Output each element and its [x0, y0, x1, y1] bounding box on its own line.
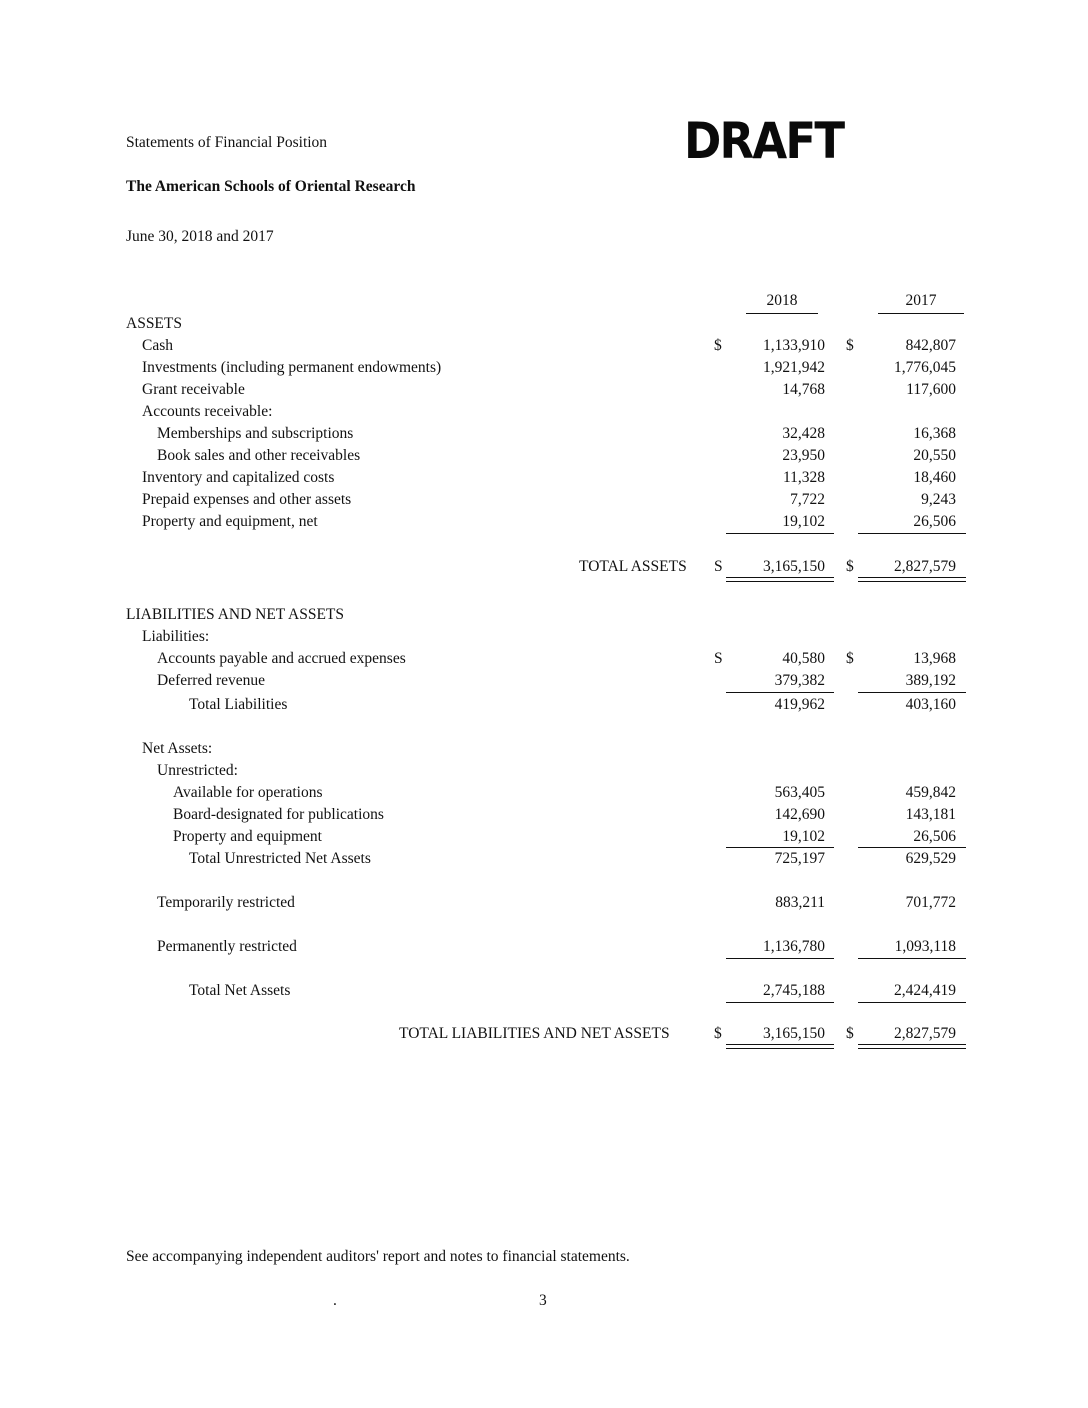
table-row [0, 491, 1088, 513]
value-2017: 20,550 [913, 447, 956, 464]
value-2018: 1,133,910 [763, 337, 825, 354]
value-2017: 2,424,419 [894, 982, 956, 999]
table-row [0, 359, 1088, 381]
subtotal-rule [726, 847, 834, 848]
table-row [0, 784, 1088, 806]
subtotal-rule [726, 692, 834, 693]
value-2018: 883,211 [775, 894, 825, 911]
value-2017: 629,529 [905, 850, 956, 867]
statement-date: June 30, 2018 and 2017 [126, 228, 274, 245]
double-underline [858, 577, 966, 582]
double-underline [726, 577, 834, 582]
row-label: Deferred revenue [157, 672, 265, 689]
row-label: Total Liabilities [189, 696, 288, 713]
table-row [0, 447, 1088, 469]
value-2017: 459,842 [905, 784, 956, 801]
value-2017: 143,181 [905, 806, 956, 823]
currency-symbol: S [714, 558, 723, 575]
row-label: ASSETS [126, 315, 182, 332]
value-2017: 2,827,579 [894, 1025, 956, 1042]
value-2018: 32,428 [782, 425, 825, 442]
row-label: Temporarily restricted [157, 894, 295, 911]
value-2018: 1,921,942 [763, 359, 825, 376]
currency-symbol: $ [714, 337, 722, 354]
value-2018: 23,950 [782, 447, 825, 464]
table-row [0, 672, 1088, 694]
subtotal-rule [858, 533, 966, 534]
row-label: LIABILITIES AND NET ASSETS [126, 606, 345, 623]
table-row [0, 894, 1088, 916]
value-2017: 403,160 [905, 696, 956, 713]
currency-symbol: $ [714, 1025, 722, 1042]
subtotal-rule [858, 692, 966, 693]
value-2017: 13,968 [913, 650, 956, 667]
draft-stamp: DRAFT [684, 112, 844, 170]
row-label: Prepaid expenses and other assets [142, 491, 352, 508]
row-label: Liabilities: [142, 628, 210, 645]
value-2018: 142,690 [774, 806, 825, 823]
footer-note: See accompanying independent auditors' report and notes to financial statements. [126, 1248, 630, 1265]
subtotal-rule [858, 1002, 966, 1003]
value-2018: 11,328 [782, 469, 825, 486]
row-label: TOTAL LIABILITIES AND NET ASSETS [399, 1025, 670, 1042]
value-2017: 16,368 [913, 425, 956, 442]
row-label: Book sales and other receivables [157, 447, 361, 464]
total-net-assets-row [0, 982, 1088, 1004]
row-label: Total Net Assets [189, 982, 291, 999]
row-label: Inventory and capitalized costs [142, 469, 335, 486]
page-number: 3 [539, 1292, 547, 1309]
row-label: Net Assets: [142, 740, 213, 757]
value-2017: 18,460 [913, 469, 956, 486]
row-label: Investments (including permanent endowments) [142, 359, 442, 376]
value-2017: 1,776,045 [894, 359, 956, 376]
column-header-2018: 2018 [746, 292, 818, 314]
value-2018: 379,382 [774, 672, 825, 689]
row-label: Accounts payable and accrued expenses [157, 650, 406, 667]
row-label: Accounts receivable: [142, 403, 273, 420]
value-2018: 563,405 [774, 784, 825, 801]
table-row [0, 650, 1088, 672]
value-2018: 1,136,780 [763, 938, 825, 955]
row-label: Property and equipment [173, 828, 322, 845]
document-title: Statements of Financial Position [126, 134, 328, 151]
row-label: TOTAL ASSETS [579, 558, 687, 575]
table-row [0, 762, 1088, 784]
row-label: Permanently restricted [157, 938, 297, 955]
subtotal-rule [726, 958, 834, 959]
organization-name: The American Schools of Oriental Research [126, 178, 416, 195]
currency-symbol: $ [846, 558, 854, 575]
section-heading-liabilities [0, 606, 1088, 628]
currency-symbol: $ [846, 337, 854, 354]
row-label: Board-designated for publications [173, 806, 384, 823]
value-2018: 19,102 [782, 828, 825, 845]
subtotal-rule [726, 533, 834, 534]
table-row [0, 806, 1088, 828]
page-mark: . [333, 1292, 337, 1309]
value-2017: 26,506 [913, 828, 956, 845]
value-2018: 2,745,188 [763, 982, 825, 999]
table-row [0, 403, 1088, 425]
double-underline [858, 1044, 966, 1049]
row-label: Unrestricted: [157, 762, 238, 779]
table-row [0, 740, 1088, 762]
column-header-2017: 2017 [878, 292, 964, 314]
value-2017: 9,243 [921, 491, 956, 508]
value-2017: 1,093,118 [894, 938, 956, 955]
row-label: Grant receivable [142, 381, 245, 398]
value-2018: 3,165,150 [763, 558, 825, 575]
row-label: Total Unrestricted Net Assets [189, 850, 371, 867]
row-label: Memberships and subscriptions [157, 425, 354, 442]
value-2017: 842,807 [905, 337, 956, 354]
double-underline [726, 1044, 834, 1049]
total-unrestricted-row [0, 850, 1088, 872]
currency-symbol: $ [846, 650, 854, 667]
table-row [0, 628, 1088, 650]
table-row-cash [0, 337, 1088, 359]
table-row [0, 425, 1088, 447]
table-row [0, 938, 1088, 960]
total-liabilities-row [0, 696, 1088, 718]
row-label: Property and equipment, net [142, 513, 318, 530]
value-2017: 389,192 [905, 672, 956, 689]
value-2018: 19,102 [782, 513, 825, 530]
row-label: Available for operations [173, 784, 323, 801]
value-2017: 701,772 [905, 894, 956, 911]
currency-symbol: S [714, 650, 723, 667]
value-2018: 14,768 [782, 381, 825, 398]
table-row [0, 513, 1088, 535]
currency-symbol: $ [846, 1025, 854, 1042]
value-2017: 117,600 [906, 381, 956, 398]
row-label: Cash [142, 337, 173, 354]
value-2018: 7,722 [790, 491, 825, 508]
subtotal-rule [858, 847, 966, 848]
value-2017: 26,506 [913, 513, 956, 530]
table-row [0, 469, 1088, 491]
value-2018: 40,580 [782, 650, 825, 667]
value-2018: 419,962 [774, 696, 825, 713]
table-row [0, 381, 1088, 403]
value-2017: 2,827,579 [894, 558, 956, 575]
value-2018: 3,165,150 [763, 1025, 825, 1042]
value-2018: 725,197 [774, 850, 825, 867]
subtotal-rule [858, 958, 966, 959]
subtotal-rule [726, 1002, 834, 1003]
section-heading-assets [0, 315, 1088, 337]
